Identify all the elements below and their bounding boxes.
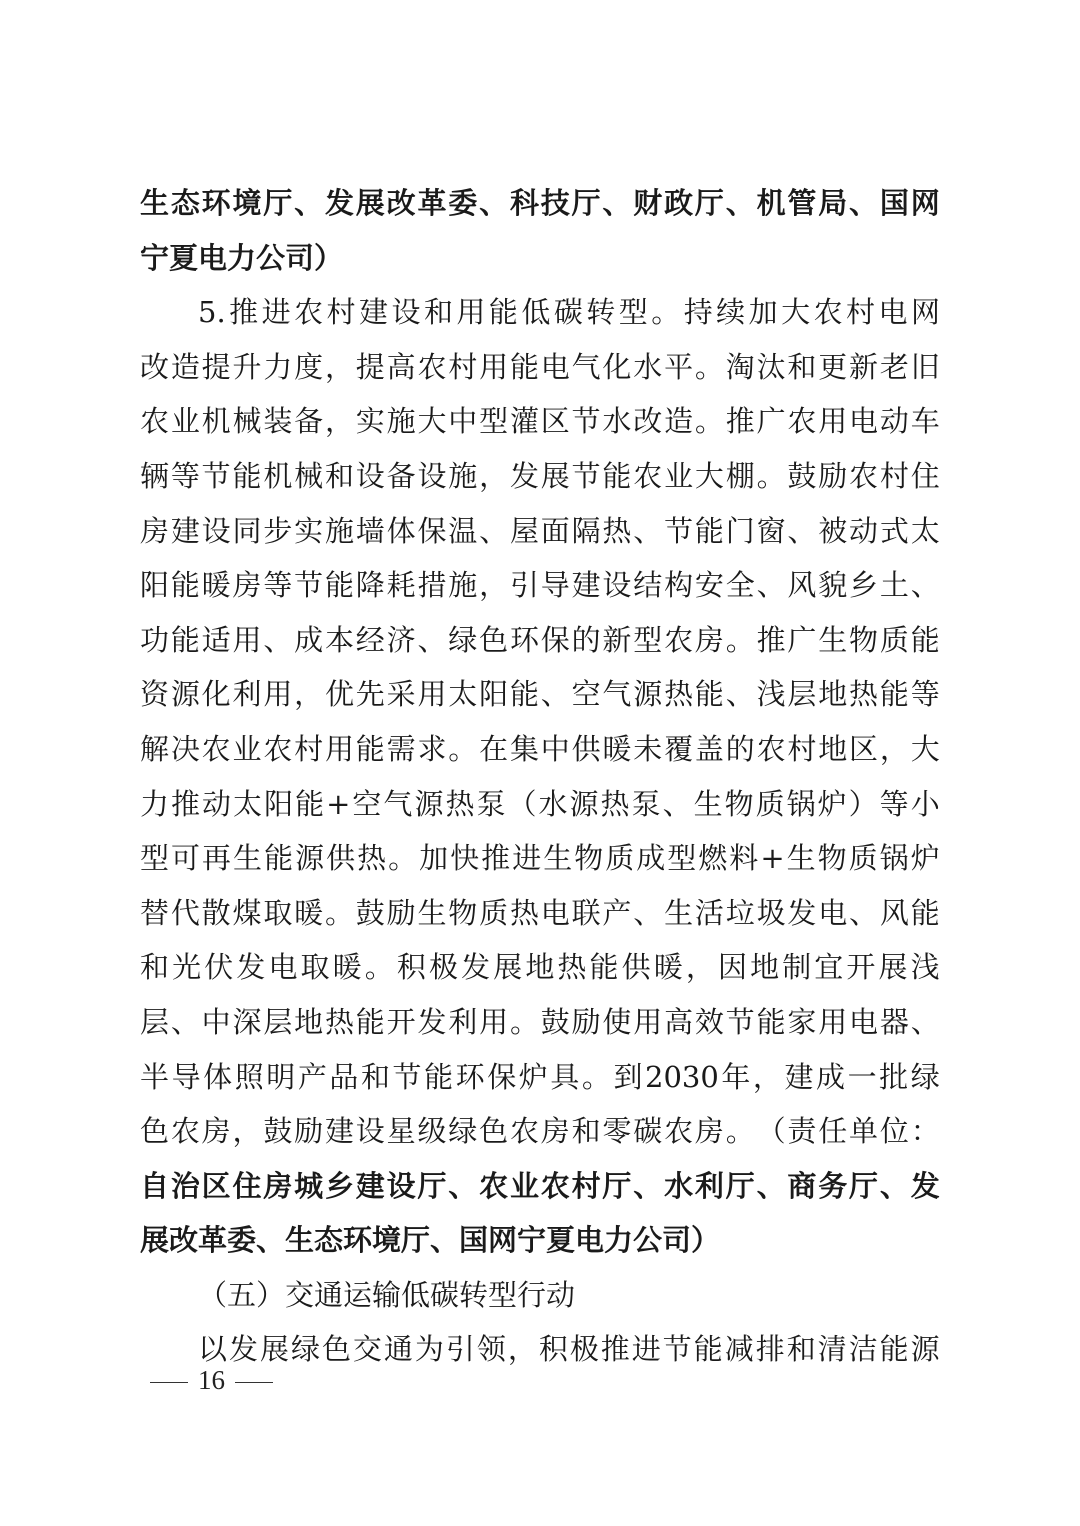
text-line: 农 业 机 械 装 备 ， 实 施 大 中 型 灌 区 节 水 改 造 。 推 广 农 用 电 动 车 bbox=[140, 404, 940, 439]
page-number-value: 16 bbox=[198, 1365, 225, 1395]
text-line: 和 光 伏 发 电 取 暖 。 积 极 发 展 地 热 能 供 暖 ， 因 地 制 宜 开 展 浅 bbox=[140, 950, 940, 985]
text-line: 替 代 散 煤 取 暖 。 鼓 励 生 物 质 热 电 联 产 、 生 活 垃 圾 发 电 、 风 能 bbox=[140, 895, 940, 930]
text-line: 以 发 展 绿 色 交 通 为 引 领 ， 积 极 推 进 节 能 减 排 和 清 洁 能 源 bbox=[198, 1332, 940, 1367]
text-line: 改 造 提 升 力 度 ， 提 高 农 村 用 能 电 气 化 水 平 。 淘 汰 和 更 新 老 旧 bbox=[140, 349, 940, 384]
text-line: 自 治 区 住 房 城 乡 建 设 厅 、 农 业 农 村 厅 、 水 利 厅 、 商 务 厅 、 发 bbox=[140, 1168, 940, 1203]
text-line: 型 可 再 生 能 源 供 热 。 加 快 推 进 生 物 质 成 型 燃 料 + 生 物 质 锅 炉 bbox=[140, 841, 940, 876]
text-line: 色 农 房 ， 鼓 励 建 设 星 级 绿 色 农 房 和 零 碳 农 房 。 （ 责 任 单 位 ： bbox=[140, 1114, 940, 1149]
page-number-dash-left bbox=[150, 1382, 188, 1383]
text-line: 5. 推 进 农 村 建 设 和 用 能 低 碳 转 型 。 持 续 加 大 农 村 电 网 bbox=[198, 295, 940, 330]
text-line: 宁夏电力公司） bbox=[140, 240, 344, 275]
text-line: 资 源 化 利 用 ， 优 先 采 用 太 阳 能 、 空 气 源 热 能 、 浅 层 地 热 能 等 bbox=[140, 677, 940, 712]
text-line: （五）交通运输低碳转型行动 bbox=[198, 1277, 576, 1312]
page-number-dash-right bbox=[235, 1382, 273, 1383]
text-line: 功 能 适 用 、 成 本 经 济 、 绿 色 环 保 的 新 型 农 房 。 推 广 生 物 质 能 bbox=[140, 622, 940, 657]
text-line: 层 、 中 深 层 地 热 能 开 发 利 用 。 鼓 励 使 用 高 效 节 能 家 用 电 器 、 bbox=[140, 1004, 940, 1039]
text-line: 阳 能 暖 房 等 节 能 降 耗 措 施 ， 引 导 建 设 结 构 安 全 、 风 貌 乡 土 、 bbox=[140, 568, 940, 603]
text-line: 生 态 环 境 厅 、 发 展 改 革 委 、 科 技 厅 、 财 政 厅 、 机 管 局 、 国 网 bbox=[140, 186, 940, 220]
text-line: 房 建 设 同 步 实 施 墙 体 保 温 、 屋 面 隔 热 、 节 能 门 窗 、 被 动 式 太 bbox=[140, 513, 940, 548]
text-line: 展改革委、生态环境厅、国网宁夏电力公司） bbox=[140, 1223, 721, 1258]
document-body bbox=[140, 176, 940, 1377]
text-line: 辆 等 节 能 机 械 和 设 备 设 施 ， 发 展 节 能 农 业 大 棚 。 鼓 励 农 村 住 bbox=[140, 458, 940, 493]
page-number bbox=[140, 1360, 283, 1400]
text-line: 解 决 农 业 农 村 用 能 需 求 。 在 集 中 供 暖 未 覆 盖 的 农 村 地 区 ， 大 bbox=[140, 731, 940, 766]
text-line: 力 推 动 太 阳 能 + 空 气 源 热 泵 （ 水 源 热 泵 、 生 物 质 锅 炉 ） 等 小 bbox=[140, 786, 940, 821]
text-line: 半 导 体 照 明 产 品 和 节 能 环 保 炉 具 。 到 2030 年 ， 建 成 一 批 绿 bbox=[140, 1059, 940, 1094]
